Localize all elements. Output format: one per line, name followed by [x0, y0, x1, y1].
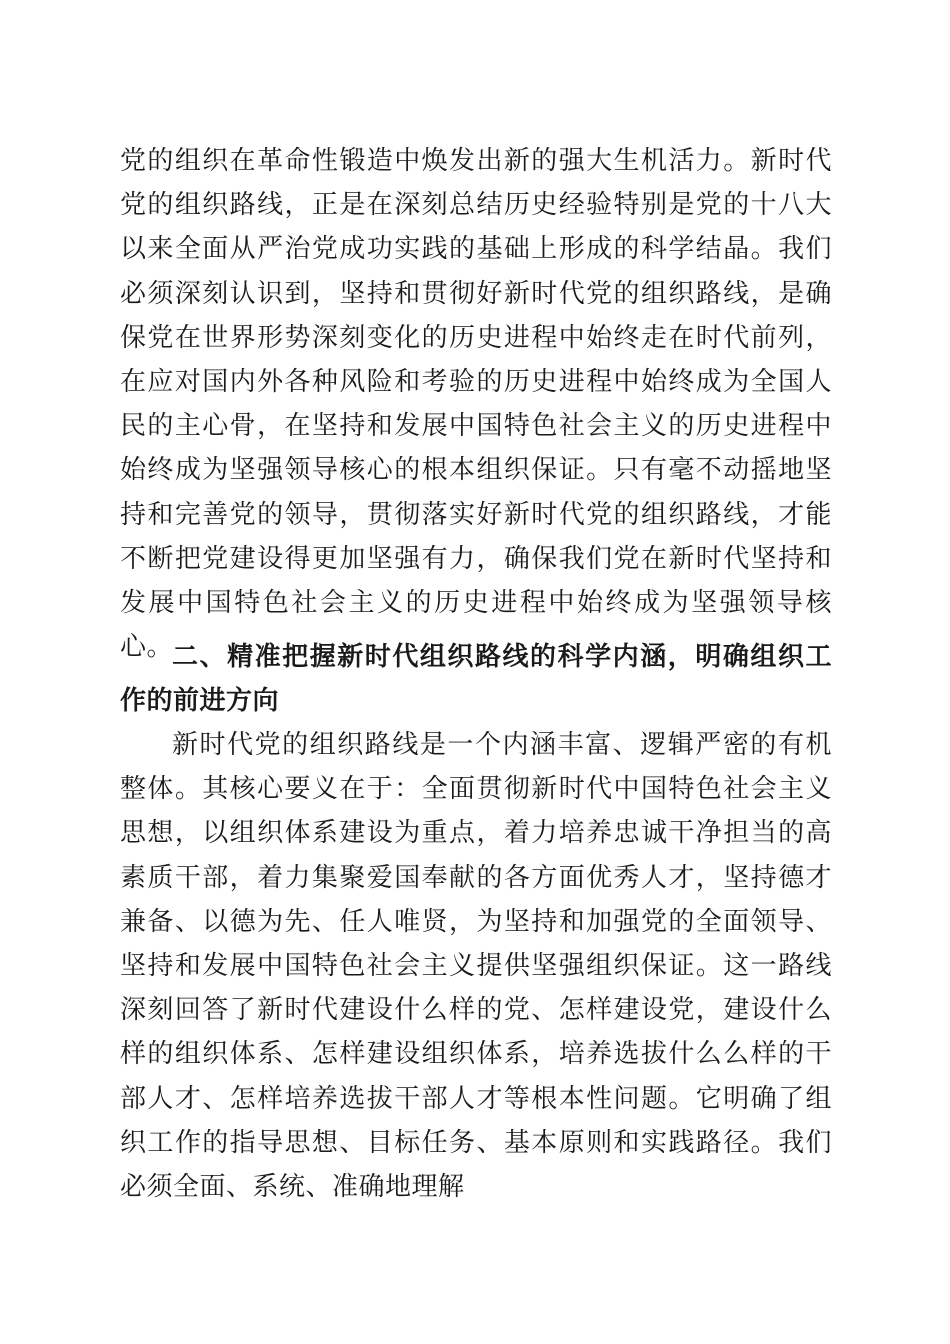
paragraph-continuation: 党的组织在革命性锻造中焕发出新的强大生机活力。新时代党的组织路线，正是在深刻总结历史经验特别是党的十八大以来全面从严治党成功实践的基础上形成的科学结晶。我们必须深刻认识到，坚持和贯彻好新时代党的组织路线，是确保党在世界形势深刻变化的历史进程中始终走在时代前列，在应对国内外各种风险和考验的历史进程中始终成为全国人民的主心骨，在坚持和发展中国特色社会主义的历史进程中始终成为坚强领导核心的根本组织保证。只有毫不动摇地坚持和完善党的领导，贯彻落实好新时代党的组织路线，才能不断把党建设得更加坚强有力，确保我们党在新时代坚持和发展中国特色社会主义的历史进程中始终成为坚强领导核心。	[120, 146, 832, 663]
document-body-bottom	[120, 723, 832, 1209]
paragraph-body: 新时代党的组织路线是一个内涵丰富、逻辑严密的有机整体。其核心要义在于：全面贯彻新时代中国特色社会主义思想，以组织体系建设为重点，着力培养忠诚干净担当的高素质干部，着力集聚爱国奉献的各方面优秀人才，坚持德才兼备、以德为先、任人唯贤，为坚持和加强党的全面领导、坚持和发展中国特色社会主义提供坚强组织保证。这一路线深刻回答了新时代建设什么样的党、怎样建设党，建设什么样的组织体系、怎样建设组织体系，培养选拔什么么样的干部人才、怎样培养选拔干部人才等根本性问题。它明确了组织工作的指导思想、目标任务、基本原则和实践路径。我们必须全面、系统、准确地理解	[120, 730, 832, 1203]
section-heading-text: 二、精准把握新时代组织路线的科学内涵，明确组织工作的前进方向	[120, 642, 832, 717]
section-heading	[120, 635, 832, 723]
document-body-top	[120, 139, 832, 669]
